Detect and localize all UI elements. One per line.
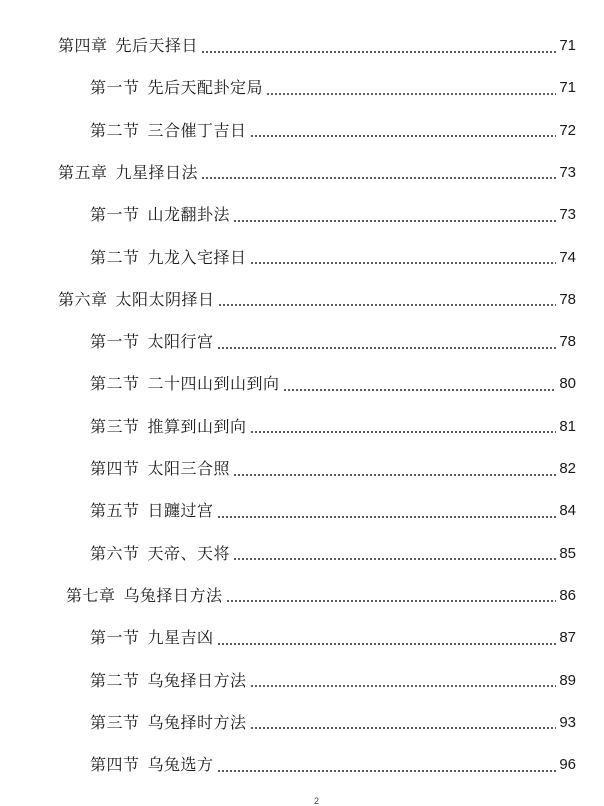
entry-title: 先后天择日 [115,36,199,55]
toc-section-entry [90,750,576,780]
entry-title: 乌兔择日方法 [147,670,247,690]
dot-leader [233,558,556,560]
entry-title: 先后天配卦定局 [147,78,264,98]
page-number: 81 [559,417,576,435]
toc-chapter-entry [58,285,576,315]
entry-number: 第一节 [90,628,140,648]
toc-section-entry [90,243,576,273]
entry-title: 太阳三合照 [147,459,231,478]
toc-section-entry [90,454,576,484]
entry-number: 第二节 [90,374,140,394]
entry-number: 第一节 [90,78,140,98]
toc-chapter-entry [66,581,576,611]
dot-leader [233,220,556,222]
footer-page-mark: 2 [314,796,320,806]
toc-section-entry [90,666,576,696]
toc-section-entry [90,369,576,399]
toc-section-entry [90,200,576,230]
dot-leader [217,643,557,645]
toc-section-entry [90,327,576,357]
entry-number: 第二节 [90,120,140,140]
dot-leader [283,389,557,391]
entry-title: 乌兔择日方法 [123,585,223,605]
page-number: 96 [559,756,576,774]
toc-section-entry [90,116,576,146]
dot-leader [217,516,557,518]
page-number: 74 [559,248,576,266]
page-number: 80 [559,375,576,393]
page-number: 73 [559,206,576,224]
entry-number: 第六章 [58,289,108,309]
toc-section-entry [90,496,576,526]
entry-title: 山龙翻卦法 [147,205,231,225]
entry-number: 第一节 [90,205,140,225]
dot-leader [266,93,556,95]
page-number: 93 [559,713,576,731]
entry-title: 九龙入宅择日 [147,247,247,267]
dot-leader [201,177,556,179]
entry-number: 第二节 [90,247,140,267]
entry-title: 乌兔择时方法 [147,712,247,732]
entry-number: 第一节 [90,332,140,352]
dot-leader [217,347,557,349]
entry-number: 第四节 [90,459,140,478]
entry-title: 九星择日法 [115,162,199,182]
dot-leader [218,304,557,306]
page-number: 84 [559,502,576,520]
dot-leader [250,135,557,137]
entry-title: 太阳行宫 [147,332,214,352]
entry-number: 第六节 [90,543,140,563]
toc-chapter-entry [58,158,576,188]
page-number: 89 [559,671,576,689]
dot-leader [201,51,556,53]
dot-leader [250,685,557,687]
dot-leader [250,431,557,433]
entry-title: 日躔过宫 [147,501,214,521]
page-number: 85 [559,544,576,562]
entry-title: 天帝、天将 [147,543,231,563]
page-number: 86 [559,586,576,604]
entry-title: 乌兔选方 [147,755,214,775]
page-number: 82 [559,460,576,477]
entry-title: 三合催丁吉日 [147,120,247,140]
entry-number: 第五节 [90,501,140,521]
toc-section-entry [90,412,576,442]
toc-section-entry [90,623,576,653]
entry-title: 二十四山到山到向 [147,374,280,394]
toc-section-entry [90,73,576,103]
dot-leader [217,770,557,772]
page-number: 73 [559,163,576,181]
page-number: 72 [559,121,576,139]
entry-title: 九星吉凶 [147,628,214,648]
entry-number: 第四节 [90,755,140,775]
toc-chapter-entry [58,31,576,61]
toc-section-entry [90,539,576,569]
page-number: 71 [559,79,576,97]
page-number: 78 [559,290,576,308]
page-number: 71 [559,37,576,54]
dot-leader [233,474,556,476]
entry-number: 第四章 [58,36,108,55]
entry-number: 第五章 [58,162,108,182]
page-number: 78 [559,333,576,351]
dot-leader [250,727,557,729]
dot-leader [226,600,557,602]
entry-number: 第二节 [90,670,140,690]
entry-number: 第三节 [90,416,140,436]
dot-leader [250,262,557,264]
entry-title: 推算到山到向 [147,416,247,436]
page-number: 87 [559,629,576,647]
entry-number: 第七章 [66,585,116,605]
entry-title: 太阳太阴择日 [115,289,215,309]
entry-number: 第三节 [90,712,140,732]
toc-section-entry [90,708,576,738]
